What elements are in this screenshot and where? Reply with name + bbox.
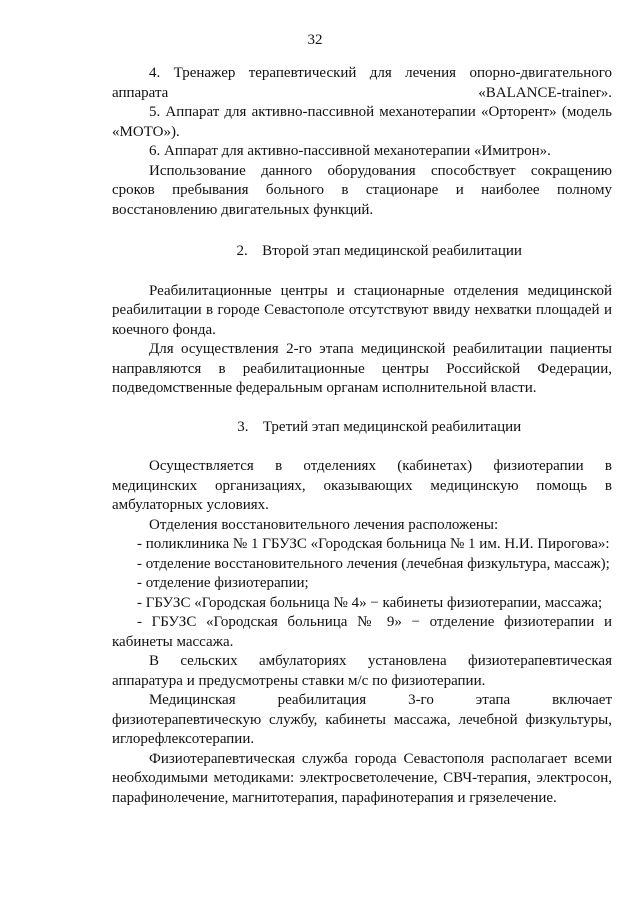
equipment-item-6: 6. Аппарат для активно-пассивной механотерапии «Имитрон». <box>149 143 551 159</box>
unit-list-item: - отделение восстановительного лечения (лечебная физкультура, массаж); <box>137 555 610 572</box>
section-title: Второй этап медицинской реабилитации <box>262 243 522 259</box>
stage-3-services-paragraph: Медицинская реабилитация 3-го этапа включает физиотерапевтическую службу, кабинеты массажа, лечебной физкультуры, иглорефлексотерапии. <box>112 692 612 747</box>
section-title: Третий этап медицинской реабилитации <box>262 418 522 435</box>
section-number: 2. <box>236 243 248 259</box>
stage-2-paragraph-1: Реабилитационные центры и стационарные отделения медицинской реабилитации в городе Севастополе отсутствуют ввиду нехватки площадей и коечного фонда. <box>112 282 612 338</box>
stage-3-rural-paragraph: В сельских амбулаториях установлена физиотерапевтическая аппаратура и предусмотрены ставки м/с по физиотерапии. <box>112 653 612 689</box>
page-body <box>112 64 612 808</box>
section-heading-stage-3 <box>112 418 612 438</box>
equipment-summary: Использование данного оборудования способствует сокращению сроков пребывания больного в стационаре и наиболее полному восстановлению двигательных функций. <box>112 162 612 218</box>
stage-3-methods-paragraph: Физиотерапевтическая служба города Севастополя располагает всеми необходимыми методиками: электросветолечение, СВЧ-терапия, электросон, парафинолечение, магнитотерапия, парафинотерапия и грязелечение. <box>112 750 612 806</box>
unit-list-item: - отделение физиотерапии; <box>137 575 309 591</box>
stage-3-intro: Осуществляется в отделениях (кабинетах) физиотерапии в медицинских организациях, оказывающих медицинскую помощь в амбулаторных условиях. <box>112 458 612 513</box>
equipment-item-5: 5. Аппарат для активно-пассивной механотерапии «Орторент» (модель «МОТО»). <box>112 104 612 140</box>
unit-list-item: - ГБУЗС «Городская больница № 9» − отделение физиотерапии и кабинеты массажа. <box>112 614 612 650</box>
unit-list-item: - ГБУЗС «Городская больница № 4» − кабинеты физиотерапии, массажа; <box>137 594 603 611</box>
equipment-item-4: 4. Тренажер терапевтический для лечения опорно-двигательного аппарата «BALANCE-trainer». <box>112 65 612 101</box>
unit-list-item: - поликлиника № 1 ГБУЗС «Городская больница № 1 им. Н.И. Пирогова»: <box>137 536 610 552</box>
stage-3-units-lead: Отделения восстановительного лечения расположены: <box>149 516 499 533</box>
page-number: 32 <box>307 32 323 48</box>
section-heading-stage-2 <box>112 242 612 262</box>
section-number: 3. <box>237 418 249 435</box>
stage-2-paragraph-2: Для осуществления 2-го этапа медицинской реабилитации пациенты направляются в реабилитационные центры Российской Федерации, подведомственные федеральным органам исполнительной власти. <box>112 341 612 396</box>
